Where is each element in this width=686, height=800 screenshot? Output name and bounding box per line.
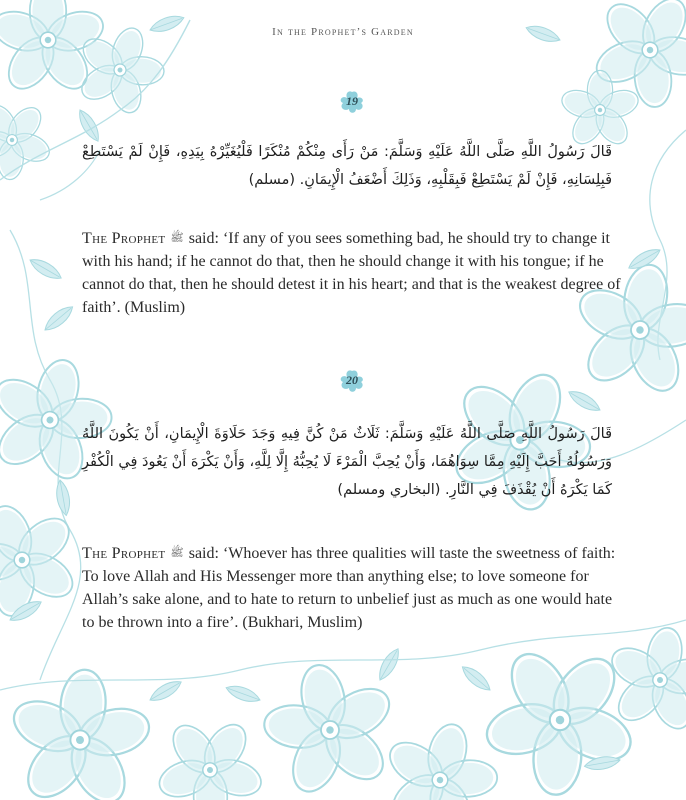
hadith-number: 19 [346,94,358,108]
hadith-arabic-text: قَالَ رَسُولُ اللَّهِ صَلَّى اللَّهُ عَلَيْهِ وَسَلَّمَ: ثَلَاثٌ مَنْ كُنَّ فِيهِ وَجَدَ حَلَاوَةَ الْإِيمَانِ، أَنْ يَكُونَ اللَّهُ وَرَسُولُهُ أَحَبَّ إِلَيْهِ مِمَّا سِوَاهُمَا، وَأَنْ يُحِبَّ الْمَرْءَ لَا يُحِبُّهُ إِلَّا لِلَّهِ، وَأَنْ يَكْرَهَ أَنْ يَعُودَ فِي الْكُفْرِ كَمَا يَكْرَهُ أَنْ يُقْذَفَ فِي النَّارِ. (البخاري ومسلم) [82,426,612,498]
hadith-arabic-text: قَالَ رَسُولُ اللَّهِ صَلَّى اللَّهُ عَلَيْهِ وَسَلَّمَ: مَنْ رَأَى مِنْكُمْ مُنْكَرًا فَلْيُغَيِّرْهُ بِيَدِهِ، فَإِنْ لَمْ يَسْتَطِعْ فَبِلِسَانِهِ، فَإِنْ لَمْ يَسْتَطِعْ فَبِقَلْبِهِ، وَذَلِكَ أَضْعَفُ الْإِيمَانِ. (مسلم) [82,144,612,188]
hadith-number-badge [337,90,367,114]
hadith-number-badge [337,369,367,393]
running-header: In the Prophet’s Garden [272,26,414,38]
hadith-number: 20 [346,373,358,387]
hadith-english-text [82,541,622,634]
hadith-translation: said: ‘Whoever has three qualities will taste the sweetness of faith: To love Allah and His Messenger more than anything else; to love someone for Allah’s sake alone, and to hate to return to unbelief just as much as one would hate to be thrown into a fire’. (Bukhari, Muslim) [82,545,616,631]
salutation-glyph: ﷺ [170,231,184,244]
hadith-translation: said: ‘If any of you sees something bad, he should try to change it with his hand; if he cannot do that, then he should change it with his tongue; if he cannot do that, then he should detest it in his heart; and that is the weakest degree of faith’. (Muslim) [82,230,621,316]
salutation-glyph: ﷺ [170,546,184,559]
speaker-name: The Prophet [82,545,166,562]
speaker-name: The Prophet [82,230,166,247]
hadith-english-text [82,226,622,319]
